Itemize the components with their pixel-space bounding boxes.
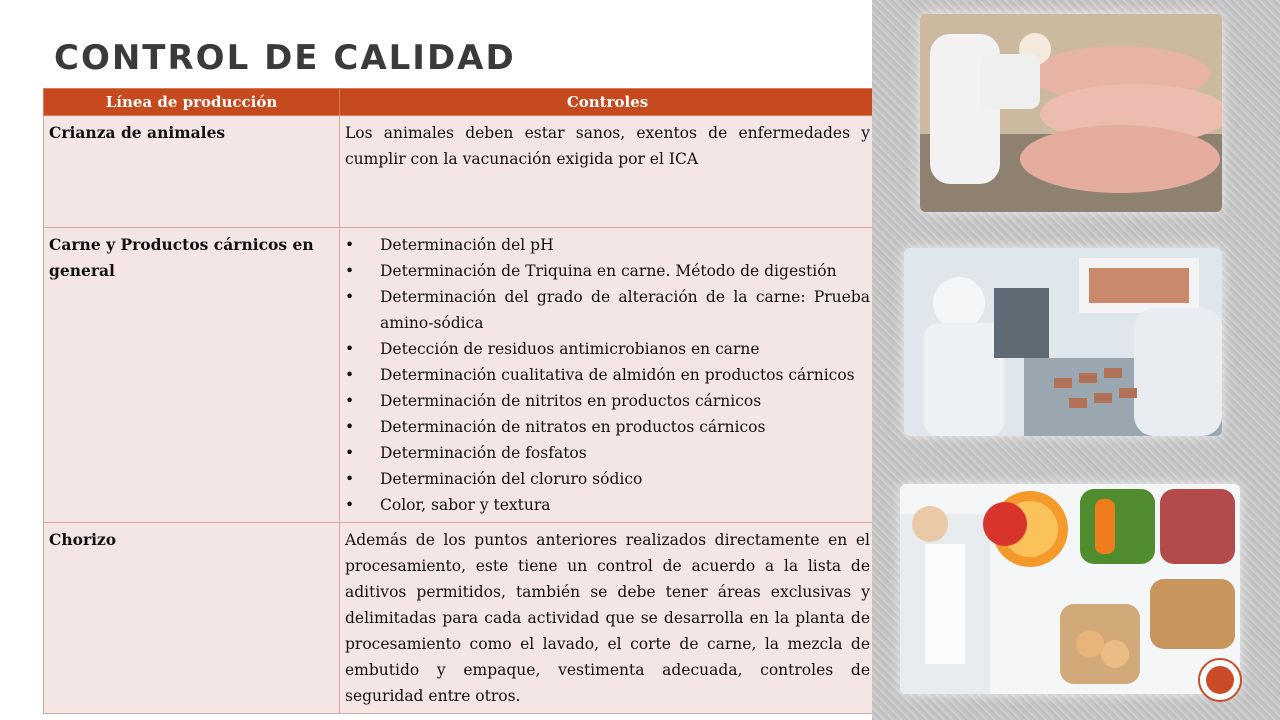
row-controls-cell <box>340 228 876 523</box>
row-controls-cell: Además de los puntos anteriores realizados directamente en el procesamiento, este tiene un control de acuerdo a la lista de aditivos permitidos, también se debe tener áreas exclusivas y delimitadas para cada actividad que se desarrolla en la planta de procesamiento como el lavado, el corte de carne, la mezcla de embutido y empaque, vestimenta adecuada, controles de seguridad entre otros. <box>340 523 876 714</box>
food-lab-illustration <box>900 484 1240 694</box>
header-controls: Controles <box>340 89 876 116</box>
row-line-cell: Carne y Productos cárnicos en general <box>44 228 340 523</box>
food-lab-collage-photo <box>900 484 1240 694</box>
pig-farm-illustration <box>920 14 1222 212</box>
list-item: • Determinación de fosfatos <box>380 440 870 466</box>
list-item: • Color, sabor y textura <box>380 492 870 518</box>
list-item: • Determinación del grado de alteración de la carne: Prueba amino-sódica <box>380 284 870 336</box>
row-line-cell: Crianza de animales <box>44 116 340 228</box>
list-item: • Determinación del cloruro sódico <box>380 466 870 492</box>
table-row <box>44 523 876 714</box>
quality-control-table <box>43 88 876 714</box>
list-item: • Determinación de Triquina en carne. Método de digestión <box>380 258 870 284</box>
slide-title: CONTROL DE CALIDAD <box>54 38 516 78</box>
list-item: • Determinación del pH <box>380 232 870 258</box>
meat-processing-photo <box>904 248 1222 436</box>
table-row <box>44 228 876 523</box>
list-item: • Determinación de nitratos en productos cárnicos <box>380 414 870 440</box>
table-row <box>44 116 876 228</box>
pig-farm-photo <box>920 14 1222 212</box>
row-line-cell: Chorizo <box>44 523 340 714</box>
list-item: • Determinación cualitativa de almidón en productos cárnicos <box>380 362 870 388</box>
meat-processing-illustration <box>904 248 1222 436</box>
table-header-row <box>44 89 876 116</box>
row-controls-cell: Los animales deben estar sanos, exentos de enfermedades y cumplir con la vacunación exigida por el ICA <box>340 116 876 228</box>
header-production-line: Línea de producción <box>44 89 340 116</box>
list-item: • Detección de residuos antimicrobianos en carne <box>380 336 870 362</box>
slide-number-badge <box>1198 658 1242 702</box>
list-item: • Determinación de nitritos en productos cárnicos <box>380 388 870 414</box>
controls-list <box>345 232 870 518</box>
